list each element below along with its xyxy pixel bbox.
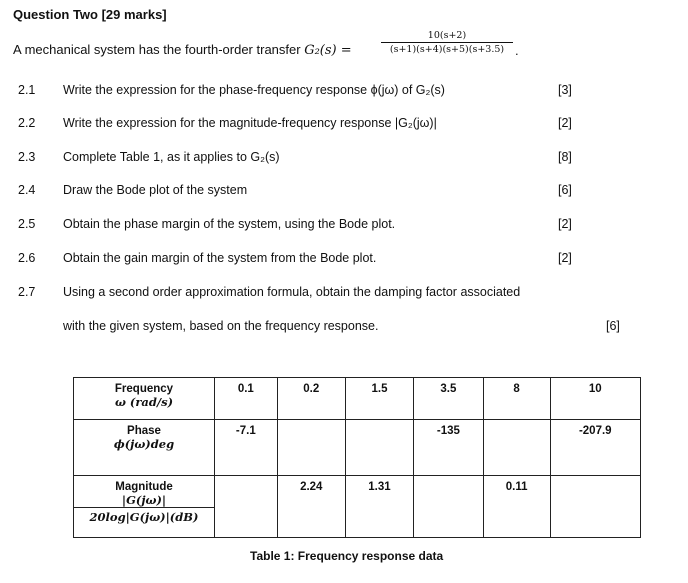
question-text: Using a second order approximation formula, obtain the damping factor associated [63,285,521,299]
phase-unit-label: ϕ(jω)deg [113,437,175,451]
question-number: 2.6 [18,251,36,265]
transfer-function-lhs: G₂(s) = [304,43,352,58]
question-marks: [8] [558,150,572,164]
question-text: Obtain the phase margin of the system, using the Bode plot. [63,217,396,231]
row-header-magnitude [74,476,215,538]
row-header-frequency [74,378,215,420]
table-cell [277,420,345,476]
question-number: 2.3 [18,150,36,164]
transfer-function-fraction [381,30,513,55]
question-number: 2.5 [18,217,36,231]
frequency-response-table [73,377,641,538]
question-number: 2.4 [18,183,36,197]
table-row-magnitude [74,476,641,538]
question-marks: [2] [558,251,572,265]
table-cell: -7.1 [215,420,278,476]
question-number: 2.2 [18,116,36,130]
question-marks: [2] [558,217,572,231]
intro-lead: A mechanical system has the fourth-order transfer [13,42,305,57]
table-cell: 1.5 [345,378,413,420]
table-cell: 0.11 [483,476,550,538]
question-text: Draw the Bode plot of the system [63,183,248,197]
question-marks: [2] [558,116,572,130]
question-marks: [6] [606,319,620,333]
tf-denominator: (s+1)(s+4)(s+5)(s+3.5) [389,44,505,55]
table-cell [550,476,640,538]
row-header-phase [74,420,215,476]
table-cell: 8 [483,378,550,420]
table-cell [414,476,484,538]
table-cell: -135 [414,420,484,476]
table-cell: 1.31 [345,476,413,538]
table-cell: 10 [550,378,640,420]
table-cell [215,476,278,538]
tf-numerator: 10(s+2) [381,30,513,43]
table-cell [345,420,413,476]
question-title: Question Two [29 marks] [13,7,167,22]
table-caption: Table 1: Frequency response data [250,549,444,563]
table-cell: 2.24 [277,476,345,538]
magnitude-label: Magnitude [115,481,173,493]
question-text: Write the expression for the magnitude-frequency response |G₂(jω)| [63,116,437,130]
intro-text [13,42,352,58]
frequency-label: Frequency [114,383,174,395]
table-cell [483,420,550,476]
question-text-continued: with the given system, based on the frequency response. [63,319,379,333]
magnitude-abs-label: |G(jω)| [121,493,167,507]
frequency-unit-label: ω (rad/s) [114,395,174,409]
question-marks: [6] [558,183,572,197]
question-text: Write the expression for the phase-frequency response ϕ(jω) of G₂(s) [63,83,445,97]
question-text: Obtain the gain margin of the system from the Bode plot. [63,251,377,265]
table-row-phase [74,420,641,476]
question-marks: [3] [558,83,572,97]
table-cell: 3.5 [414,378,484,420]
intro-end: . [515,43,519,58]
question-text: Complete Table 1, as it applies to G₂(s) [63,150,280,164]
magnitude-db-label: 20log|G(jω)|(dB) [74,507,214,524]
phase-label: Phase [127,425,161,437]
question-number: 2.1 [18,83,36,97]
table-cell: 0.2 [277,378,345,420]
question-number: 2.7 [18,285,36,299]
table-cell: -207.9 [550,420,640,476]
table-row-frequency [74,378,641,420]
table-cell: 0.1 [215,378,278,420]
